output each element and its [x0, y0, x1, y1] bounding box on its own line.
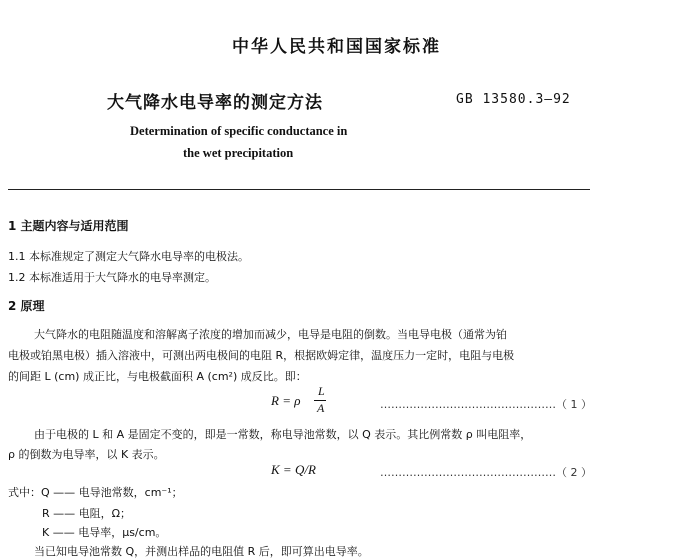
clause-1-2: 1.2 本标准适用于大气降水的电导率测定。 [8, 271, 216, 284]
equation-2: K = Q/R [271, 462, 316, 477]
section-1-heading: 1 主题内容与适用范围 [8, 219, 129, 233]
header-divider [8, 189, 590, 190]
equation-2-number: …………………………………………（ 2 ） [380, 466, 592, 479]
paragraph-1-line-2: 电极或铂黑电极）插入溶液中，可测出两电极间的电阻 R，根据欧姆定律，温度压力一定时，电阻与电极 [8, 349, 515, 362]
definition-r: R —— 电阻，Ω； [42, 507, 132, 520]
paragraph-2-line-1: 由于电极的 L 和 A 是固定不变的，即是一常数，称电导池常数，以 Q 表示。其比例常数 ρ 叫电阻率， [34, 428, 532, 441]
definition-q: 式中：Q —— 电导池常数，cm⁻¹； [8, 486, 183, 499]
equation-1-lhs: R = ρ [271, 393, 301, 408]
paragraph-1-line-3: 的间距 L (cm) 成正比，与电极截面积 A (cm²) 成反比。即： [8, 370, 307, 383]
definition-k: K —— 电导率，μs/cm。 [42, 526, 167, 539]
equation-1-numerator: L [318, 384, 325, 398]
english-title-line2: the wet precipitation [183, 146, 294, 160]
document-title: 大气降水电导率的测定方法 [107, 93, 323, 113]
paragraph-3: 当已知电导池常数 Q，并测出样品的电阻值 R 后，即可算出电导率。 [34, 545, 369, 558]
english-title-line1: Determination of specific conductance in [130, 124, 348, 138]
equation-1-number: …………………………………………（ 1 ） [380, 398, 592, 411]
standard-code: GB 13580.3—92 [456, 92, 571, 107]
paragraph-2-line-2: ρ 的倒数为电导率，以 K 表示。 [8, 448, 165, 461]
section-2-heading: 2 原理 [8, 299, 45, 313]
paragraph-1-line-1: 大气降水的电阻随温度和溶解离子浓度的增加而减少，电导是电阻的倒数。当电导电极（通常为铂 [34, 328, 507, 341]
national-standard-header: 中华人民共和国国家标准 [232, 37, 441, 57]
clause-1-1: 1.1 本标准规定了测定大气降水电导率的电极法。 [8, 250, 249, 263]
equation-1-denominator: A [317, 401, 325, 415]
